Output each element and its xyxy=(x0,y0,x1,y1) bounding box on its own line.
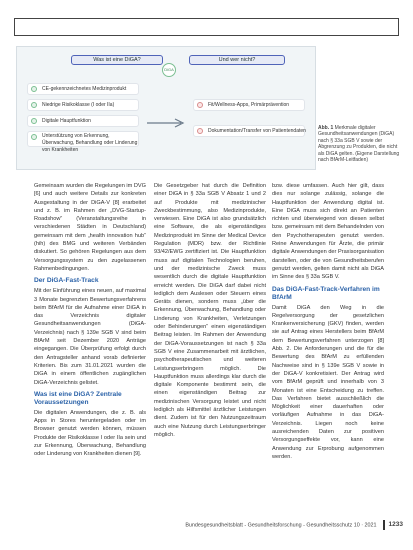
check-icon xyxy=(31,102,37,108)
paragraph: bzw. diese umfassen. Auch hier gilt, dass dies nur solange zulässig, solange die Hauptfunktion der Anwendung digital ist. Eine DiGA muss sich direkt an Patienten richten und überwiegend von diesen selbst bzw. gemeinsam mit dem Behandelnden von den Psychotherapeuten genutzt werden. Reine Anwendungen für Ärzte, die primär digitale Anwendungen der Praxisorganisation darstellen, oder die von Gesundheitsberufen genutzt werden, gelten damit nicht als DiGA im Sinne des § 33a SGB V. xyxy=(272,183,384,281)
footer-divider xyxy=(383,520,385,530)
journal-name: Bundesgesundheitsblatt - Gesundheitsforschung - Gesundheitsschutz 10 · 2021 xyxy=(185,522,377,529)
check-icon xyxy=(31,134,37,140)
diga-logo-icon: DiGA xyxy=(162,63,176,77)
text-column-3 xyxy=(272,182,384,461)
cross-icon xyxy=(197,128,203,134)
paragraph: Die Gesetzgeber hat durch die Definition einer DiGA in § 33a SGB V Absatz 1 und 2 auf Produkte mit medizinischer Zweckbestimmung, also Medizinprodukte, verwiesen. Eine DiGA ist also grundsätzlich eine Software, die als eigenständiges Medizinprodukt im Sinne der Medical Device Regulation (MDR) bzw. der Richtlinie 93/42/EWG zertifiziert ist. Die Hauptfunktion muss auf digitalen Technologien beruhen, und der medizinische Zweck muss wesentlich durch die digitale Hauptfunktion erreicht werden. Die DiGA darf dabei nicht lediglich dem Auslesen oder Steuern eines Geräts dienen, sondern muss „über die Erkennung, Überwachung, Behandlung oder Linderung von Krankheiten, Verletzungen oder Behinderungen“ einen eigenständigen Beitrag leisten. Im Rahmen der Anwendung der DiGA-Voraussetzungen ist nach § 33a SGB V eine Zusammenarbeit mit ärztlichen, psychotherapeutischen und weiteren Leistungserbringern möglich. Die Hauptfunktion muss allerdings klar durch die digitale Komponente bestimmt sein, die einen eigenständigen Beitrag zur medizinischen Versorgung leistet und nicht lediglich als Hilfsmittel ärztlicher Leistungen dient. Zudem ist für den Nutzungszeitraum auch eine Nutzung durch Leistungserbringer möglich. xyxy=(154,183,266,438)
figure-right-item: Fit/Wellness-Apps, Primärprävention xyxy=(193,99,305,111)
figure-left-item: Niedrige Risikoklasse (I oder IIa) xyxy=(27,99,139,111)
paragraph: Die digitalen Anwendungen, die z. B. als Apps in Stores heruntergeladen oder im Browser genutzt werden können, müssen Produkte der Risikoklasse I oder IIa sein und zur Erkennung, Überwachung, Behandlung oder Linderung von Krankheiten dienen [9]. xyxy=(34,409,146,458)
paragraph: Gemeinsam wurden die Regelungen im DVG [6] und auch weitere Details zur konkreten Ausgestaltung in der DiGA-V [8] erarbeitet und z. B. im Rahmen der „DVG-Startup-Roadshow“ (Veranstaltungsreihe in verschiedenen Städten in Deutschland) gemeinsam mit dem „health innovation hub“ (hih) des BMG und weiteren Verbänden diskutiert. So gehören Regelungen aus dem Versorgungssystem zu den zugelassenen Rahmenbedingungen. xyxy=(34,183,146,272)
section-heading: Das DiGA-Fast-Track-Verfahren im BfArM xyxy=(272,285,380,301)
figure-right-item: Dokumentation/Transfer von Patientendaten xyxy=(193,125,305,137)
text-column-2 xyxy=(154,182,266,439)
figure-diga-criteria xyxy=(16,46,316,170)
paragraph: Mit der Einführung eines neuen, auf maximal 3 Monate begrenzten Bewertungsverfahrens beim BfArM für die Aufnahme einer DiGA in das Verzeichnis digitaler Gesundheitsanwendungen (DiGA-Verzeichnis) nach § 139e SGB V sind beim BfArM seit Dezember 2020 Anträge eingegangen. Die Überprüfung erfolgt durch den Antragsteller anhand vorab definierter Kriterien. Bis zum 31.01.2021 wurden die DiGA in einem öffentlichen zugänglichen DiGA-Verzeichnis gelistet. xyxy=(34,288,146,386)
figure-caption: Abb. 1 Merkmale digitaler Gesundheitsanwendungen (DiGA) nach § 33a SGB V sowie der Abgrenzung zu Produkten, die nicht als DiGA gelten. (Eigene Darstellung nach BfArM-Leitfaden) xyxy=(318,125,400,164)
check-icon xyxy=(31,118,37,124)
figure-left-item: CE-gekennzeichnetes Medizinprodukt xyxy=(27,83,139,95)
section-heading: Der DiGA-Fast-Track xyxy=(34,277,99,285)
figure-right-header: Und wer nicht? xyxy=(189,55,285,65)
figure-left-header: Was ist eine DiGA? xyxy=(71,55,163,65)
section-heading: Was ist eine DiGA? Zentrale Voraussetzungen xyxy=(34,390,122,406)
paragraph: Damit DiGA den Weg in die Regelversorgung der gesetzlichen Krankenversicherung (GKV) finden, werden sie auf Antrag eines Herstellers beim BfArM dem Bewertungsverfahren unterzogen [8] Abb. 2. Die Anforderungen und die für die Bewertung des BfArM zu erfüllenden Nachweise sind in § 139e SGB V sowie in der DiGA-V konkretisiert. Der Antrag wird vom BfArM geprüft und innerhalb von 3 Monaten ist eine Entscheidung zu treffen. Das Verfahren bietet ausschließlich die Möglichkeit einer dauerhaften oder vorläufigen Aufnahme in das DiGA-Verzeichnis. Liegen noch keine ausreichenden Daten zur positiven Versorgungseffekte vor, kann eine Anwendung zur Erprobung aufgenommen werden. xyxy=(272,304,384,460)
arrow-right-icon xyxy=(145,117,189,129)
check-icon xyxy=(31,86,37,92)
header-rule-box xyxy=(14,18,399,36)
text-column-1 xyxy=(34,182,146,459)
page-number: 1233 xyxy=(388,521,403,529)
figure-left-item: Digitale Hauptfunktion xyxy=(27,115,139,127)
cross-icon xyxy=(197,102,203,108)
page-footer xyxy=(185,520,403,530)
figure-left-item: Unterstützung von Erkennung, Überwachung, Behandlung oder Linderung von Krankheiten xyxy=(27,131,139,147)
